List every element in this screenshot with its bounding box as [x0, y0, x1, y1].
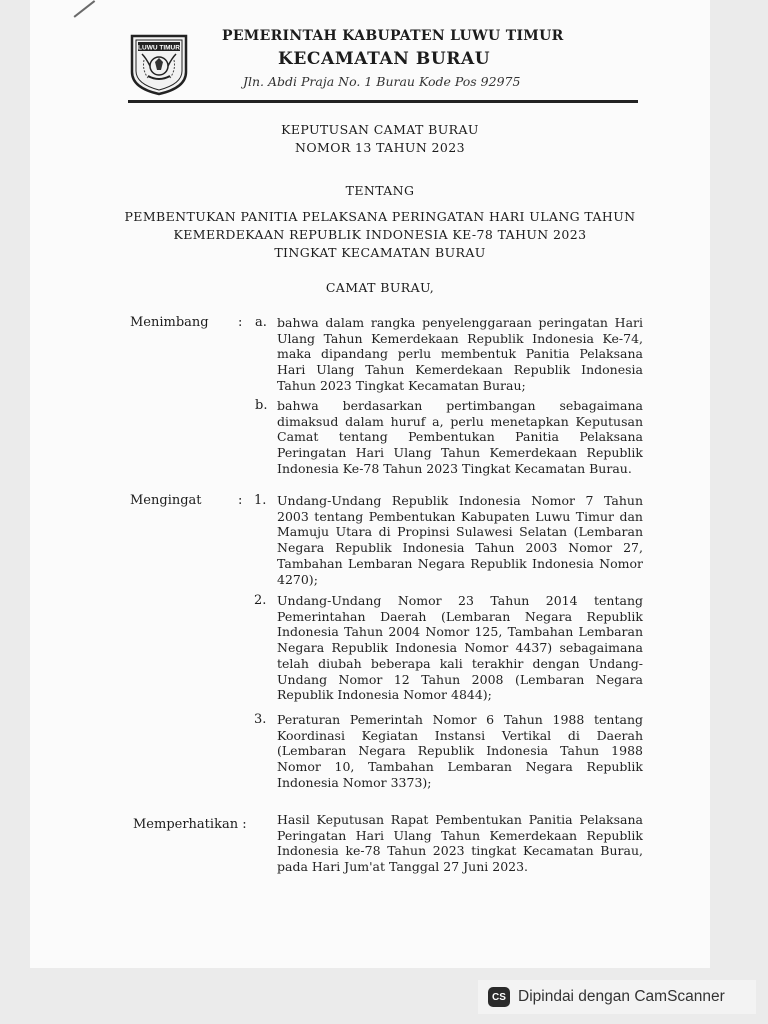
regency-logo-icon [128, 32, 190, 96]
menimbang-a-marker: a. [255, 315, 267, 330]
mengingat-2-marker: 2. [254, 593, 267, 608]
menimbang-colon: : [238, 315, 243, 330]
memperhatikan-text: Hasil Keputusan Rapat Pembentukan Panitia Pelaksana Peringatan Hari Ulang Tahun Kemerdekaan Republik Indonesia ke-78 Tahun 2023 tingkat Kecamatan Burau, pada Hari Jum'at Tanggal 27 Juni 2023. [277, 812, 643, 875]
letterhead-district: KECAMATAN BURAU [278, 49, 491, 69]
menimbang-label: Menimbang [130, 315, 209, 330]
mengingat-3-marker: 3. [254, 712, 267, 727]
mengingat-label: Mengingat [130, 493, 202, 508]
decree-subject-line-3: TINGKAT KECAMATAN BURAU [274, 245, 486, 260]
mengingat-2-text: Undang-Undang Nomor 23 Tahun 2014 tentang Pemerintahan Daerah (Lembaran Negara Republik Indonesia Tahun 2004 Nomor 125, Tambahan Lembaran Negara Republik Indonesia Nomor 4437) sebagaimana telah diubah beberapa kali terakhir dengan Undang-Undang Nomor 12 Tahun 2008 (Lembaran Negara Republik Indonesia Nomor 4844); [277, 593, 643, 703]
menimbang-b-marker: b. [255, 398, 268, 413]
decree-subject-line-1: PEMBENTUKAN PANITIA PELAKSANA PERINGATAN HARI ULANG TAHUN [124, 209, 636, 224]
logo-caption: LUWU TIMUR [138, 44, 180, 52]
menimbang-a-text: bahwa dalam rangka penyelenggaraan peringatan Hari Ulang Tahun Kemerdekaan Republik Indonesia Ke-74, maka dipandang perlu membentuk Panitia Pelaksana Hari Ulang Tahun Kemerdekaan Republik Indonesia Tahun 2023 Tingkat Kecamatan Burau; [277, 315, 643, 393]
mengingat-colon: : [238, 493, 243, 508]
decree-number: NOMOR 13 TAHUN 2023 [295, 140, 465, 155]
decree-issuer: CAMAT BURAU, [325, 280, 435, 295]
decree-subject-line-2: KEMERDEKAAN REPUBLIK INDONESIA KE-78 TAHUN 2023 [173, 227, 587, 242]
letterhead-address: Jln. Abdi Praja No. 1 Burau Kode Pos 92975 [243, 74, 521, 89]
decree-title: KEPUTUSAN CAMAT BURAU [281, 122, 479, 137]
decree-tentang: TENTANG [345, 183, 415, 198]
mengingat-1-marker: 1. [254, 493, 267, 508]
camscanner-logo-icon: CS [488, 987, 510, 1007]
mengingat-1-text: Undang-Undang Republik Indonesia Nomor 7 Tahun 2003 tentang Pembentukan Kabupaten Luwu Timur dan Mamuju Utara di Propinsi Sulawesi Selatan (Lembaran Negara Republik Indonesia Tahun 2003 Nomor 27, Tambahan Lembaran Negara Republik Indonesia Nomor 4270); [277, 493, 643, 587]
letterhead-government: PEMERINTAH KABUPATEN LUWU TIMUR [222, 28, 564, 44]
camscanner-caption: Dipindai dengan CamScanner [518, 988, 725, 1005]
mengingat-3-text: Peraturan Pemerintah Nomor 6 Tahun 1988 tentang Koordinasi Kegiatan Instansi Vertikal di Daerah (Lembaran Negara Republik Indonesia Tahun 1988 Nomor 10, Tambahan Lembaran Negara Republik Indonesia Nomor 3373); [277, 712, 643, 790]
menimbang-b-text: bahwa berdasarkan pertimbangan sebagaimana dimaksud dalam huruf a, perlu menetapkan Keputusan Camat tentang Pembentukan Panitia Pelaksana Peringatan Hari Ulang Tahun Kemerdekaan Republik Indonesia Ke-78 Tahun 2023 Tingkat Kecamatan Burau. [277, 398, 643, 476]
memperhatikan-label: Memperhatikan : [133, 817, 247, 832]
camscanner-watermark [478, 980, 756, 1014]
letterhead-divider [128, 100, 638, 103]
